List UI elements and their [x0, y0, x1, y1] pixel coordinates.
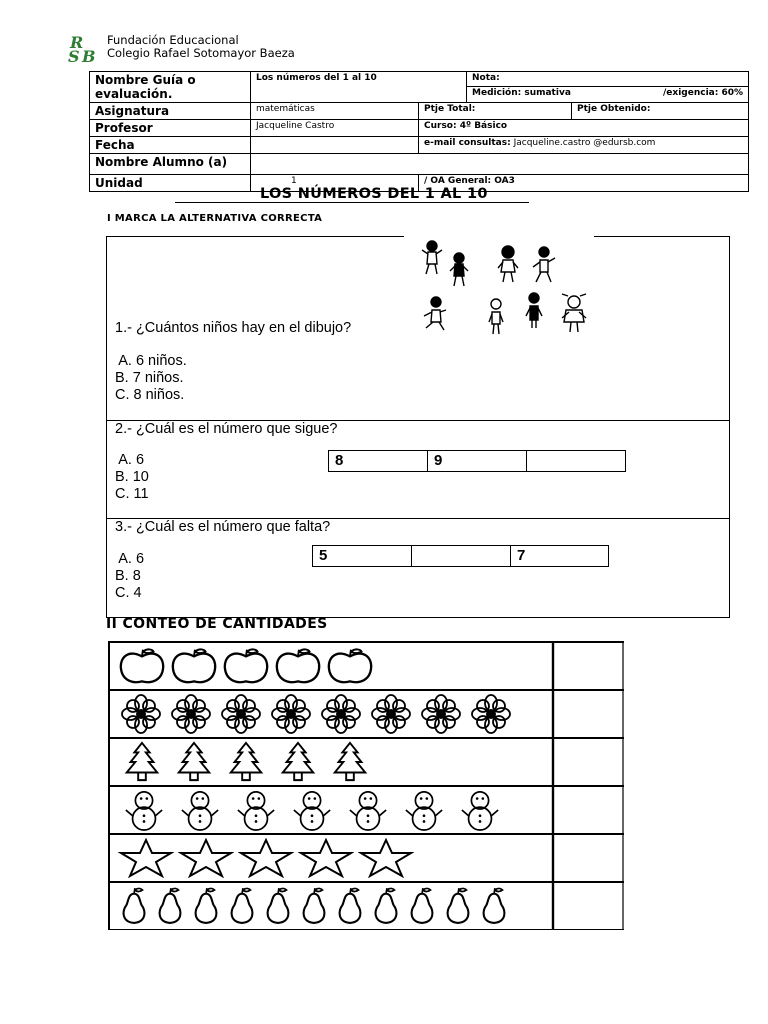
date-field[interactable]: [251, 137, 419, 154]
flower-icon: [472, 695, 510, 733]
q1-option-a[interactable]: A. 6 niños.: [115, 353, 187, 369]
flower-icon: [222, 695, 260, 733]
snowman-icon: [238, 792, 274, 830]
oa-general-text: / OA General: OA3: [419, 175, 749, 192]
title-underline: [175, 202, 529, 203]
tree-icon: [127, 743, 158, 780]
snowman-icon: [462, 792, 498, 830]
question-3-text: 3.- ¿Cuál es el número que falta?: [115, 519, 331, 535]
pear-icon: [160, 888, 181, 923]
foundation-name: Fundación Educacional: [107, 33, 239, 47]
star-icon: [361, 840, 411, 876]
svg-text:B: B: [82, 47, 96, 64]
unit-label: Unidad: [90, 175, 251, 192]
q3-option-a[interactable]: A. 6: [115, 551, 145, 567]
guide-label: Nombre Guía o evaluación.: [90, 72, 251, 103]
exigencia-text: /exigencia: 60%: [663, 88, 744, 98]
pear-icon: [340, 888, 361, 923]
snowman-icon: [182, 792, 218, 830]
pear-icon: [196, 888, 217, 923]
child-figure-3: [498, 246, 518, 282]
child-figure-7: [526, 293, 542, 328]
child-figure-5: [424, 297, 446, 330]
section2-title: II CONTEO DE CANTIDADES: [106, 616, 328, 632]
pear-icon: [448, 888, 469, 923]
flower-icon: [322, 695, 360, 733]
q2-option-b[interactable]: B. 10: [115, 469, 149, 485]
q3-box-3: 7: [517, 547, 526, 564]
apple-icon: [173, 649, 215, 682]
tree-icon: [283, 743, 314, 780]
teacher-label: Profesor: [90, 120, 251, 137]
email-label: e-mail consultas:: [424, 138, 511, 148]
date-label: Fecha: [90, 137, 251, 154]
count-answer-cell[interactable]: [557, 838, 618, 878]
pear-icon: [412, 888, 433, 923]
q2-box-1: 8: [329, 451, 428, 471]
apple-icon: [225, 649, 267, 682]
student-label: Nombre Alumno (a): [90, 154, 251, 175]
svg-text:S: S: [68, 47, 80, 64]
flower-icon: [422, 695, 460, 733]
snowman-icon: [126, 792, 162, 830]
tree-icon: [231, 743, 262, 780]
page-title: LOS NÚMEROS DEL 1 AL 10: [260, 186, 488, 202]
q2-number-sequence: [328, 450, 626, 472]
children-drawing: [414, 238, 594, 338]
q1-option-c[interactable]: C. 8 niños.: [115, 387, 185, 403]
star-icon: [181, 840, 231, 876]
q3-box-1: 5: [313, 546, 412, 566]
pear-icon: [124, 888, 145, 923]
q2-option-c[interactable]: C. 11: [115, 486, 149, 502]
star-icon: [301, 840, 351, 876]
unit-value: 1: [251, 175, 419, 192]
child-figure-2: [450, 253, 468, 286]
medicion-text: Medición: sumativa: [472, 88, 571, 98]
question-1-options: [115, 353, 187, 404]
tree-icon: [179, 743, 210, 780]
section1-title: I MARCA LA ALTERNATIVA CORRECTA: [107, 213, 323, 224]
teacher-value[interactable]: Jacqueline Castro: [251, 120, 419, 137]
ptje-total-field[interactable]: Ptje Total:: [419, 103, 572, 120]
q3-option-b[interactable]: B. 8: [115, 568, 141, 584]
q2-box-2: 9: [428, 451, 527, 471]
nota-field[interactable]: Nota:: [467, 72, 748, 87]
counting-grid: [108, 640, 624, 930]
question-2-text: 2.- ¿Cuál es el número que sigue?: [115, 421, 338, 437]
school-name: [107, 34, 295, 60]
child-figure-8: [562, 294, 586, 332]
curso-text: Curso: 4º Básico: [419, 120, 749, 137]
student-name-field[interactable]: [251, 154, 749, 175]
q3-box-2[interactable]: [412, 546, 511, 566]
count-answer-cell[interactable]: [557, 646, 618, 686]
star-icon: [121, 840, 171, 876]
q2-box-3[interactable]: [527, 451, 625, 471]
child-figure-6: [489, 299, 503, 334]
child-figure-4: [533, 247, 555, 282]
q3-number-sequence: [312, 545, 609, 567]
apple-icon: [329, 649, 371, 682]
svg-text:R: R: [70, 34, 84, 52]
pear-icon: [304, 888, 325, 923]
child-figure-1: [422, 241, 442, 274]
ptje-obtenido-field[interactable]: Ptje Obtenido:: [572, 103, 749, 120]
school-logo: [68, 34, 104, 64]
flower-icon: [172, 695, 210, 733]
pear-icon: [376, 888, 397, 923]
snowman-icon: [350, 792, 386, 830]
flower-icon: [122, 695, 160, 733]
school-title: Colegio Rafael Sotomayor Baeza: [107, 46, 295, 60]
q1-option-b[interactable]: B. 7 niños.: [115, 370, 184, 386]
flower-icon: [272, 695, 310, 733]
q2-option-a[interactable]: A. 6: [115, 452, 145, 468]
question-1-text: 1.- ¿Cuántos niños hay en el dibujo?: [115, 320, 352, 336]
info-table: [89, 71, 749, 192]
q3-option-c[interactable]: C. 4: [115, 585, 142, 601]
snowman-icon: [406, 792, 442, 830]
subject-label: Asignatura: [90, 103, 251, 120]
apple-icon: [277, 649, 319, 682]
snowman-icon: [294, 792, 330, 830]
email-value: Jacqueline.castro @edursb.com: [513, 138, 656, 148]
count-answer-cell[interactable]: [557, 694, 618, 734]
count-answer-cell[interactable]: [557, 790, 618, 830]
tree-icon: [335, 743, 366, 780]
question-3-options: [115, 551, 144, 602]
star-icon: [241, 840, 291, 876]
question-2-options: [115, 452, 149, 503]
count-answer-cell[interactable]: [557, 742, 618, 782]
pear-icon: [268, 888, 289, 923]
subject-value[interactable]: matemáticas: [251, 103, 419, 120]
flower-icon: [372, 695, 410, 733]
pear-icon: [484, 888, 505, 923]
apple-icon: [121, 649, 163, 682]
pear-icon: [232, 888, 253, 923]
guide-value[interactable]: Los números del 1 al 10: [251, 72, 467, 103]
count-answer-cell[interactable]: [557, 886, 618, 926]
